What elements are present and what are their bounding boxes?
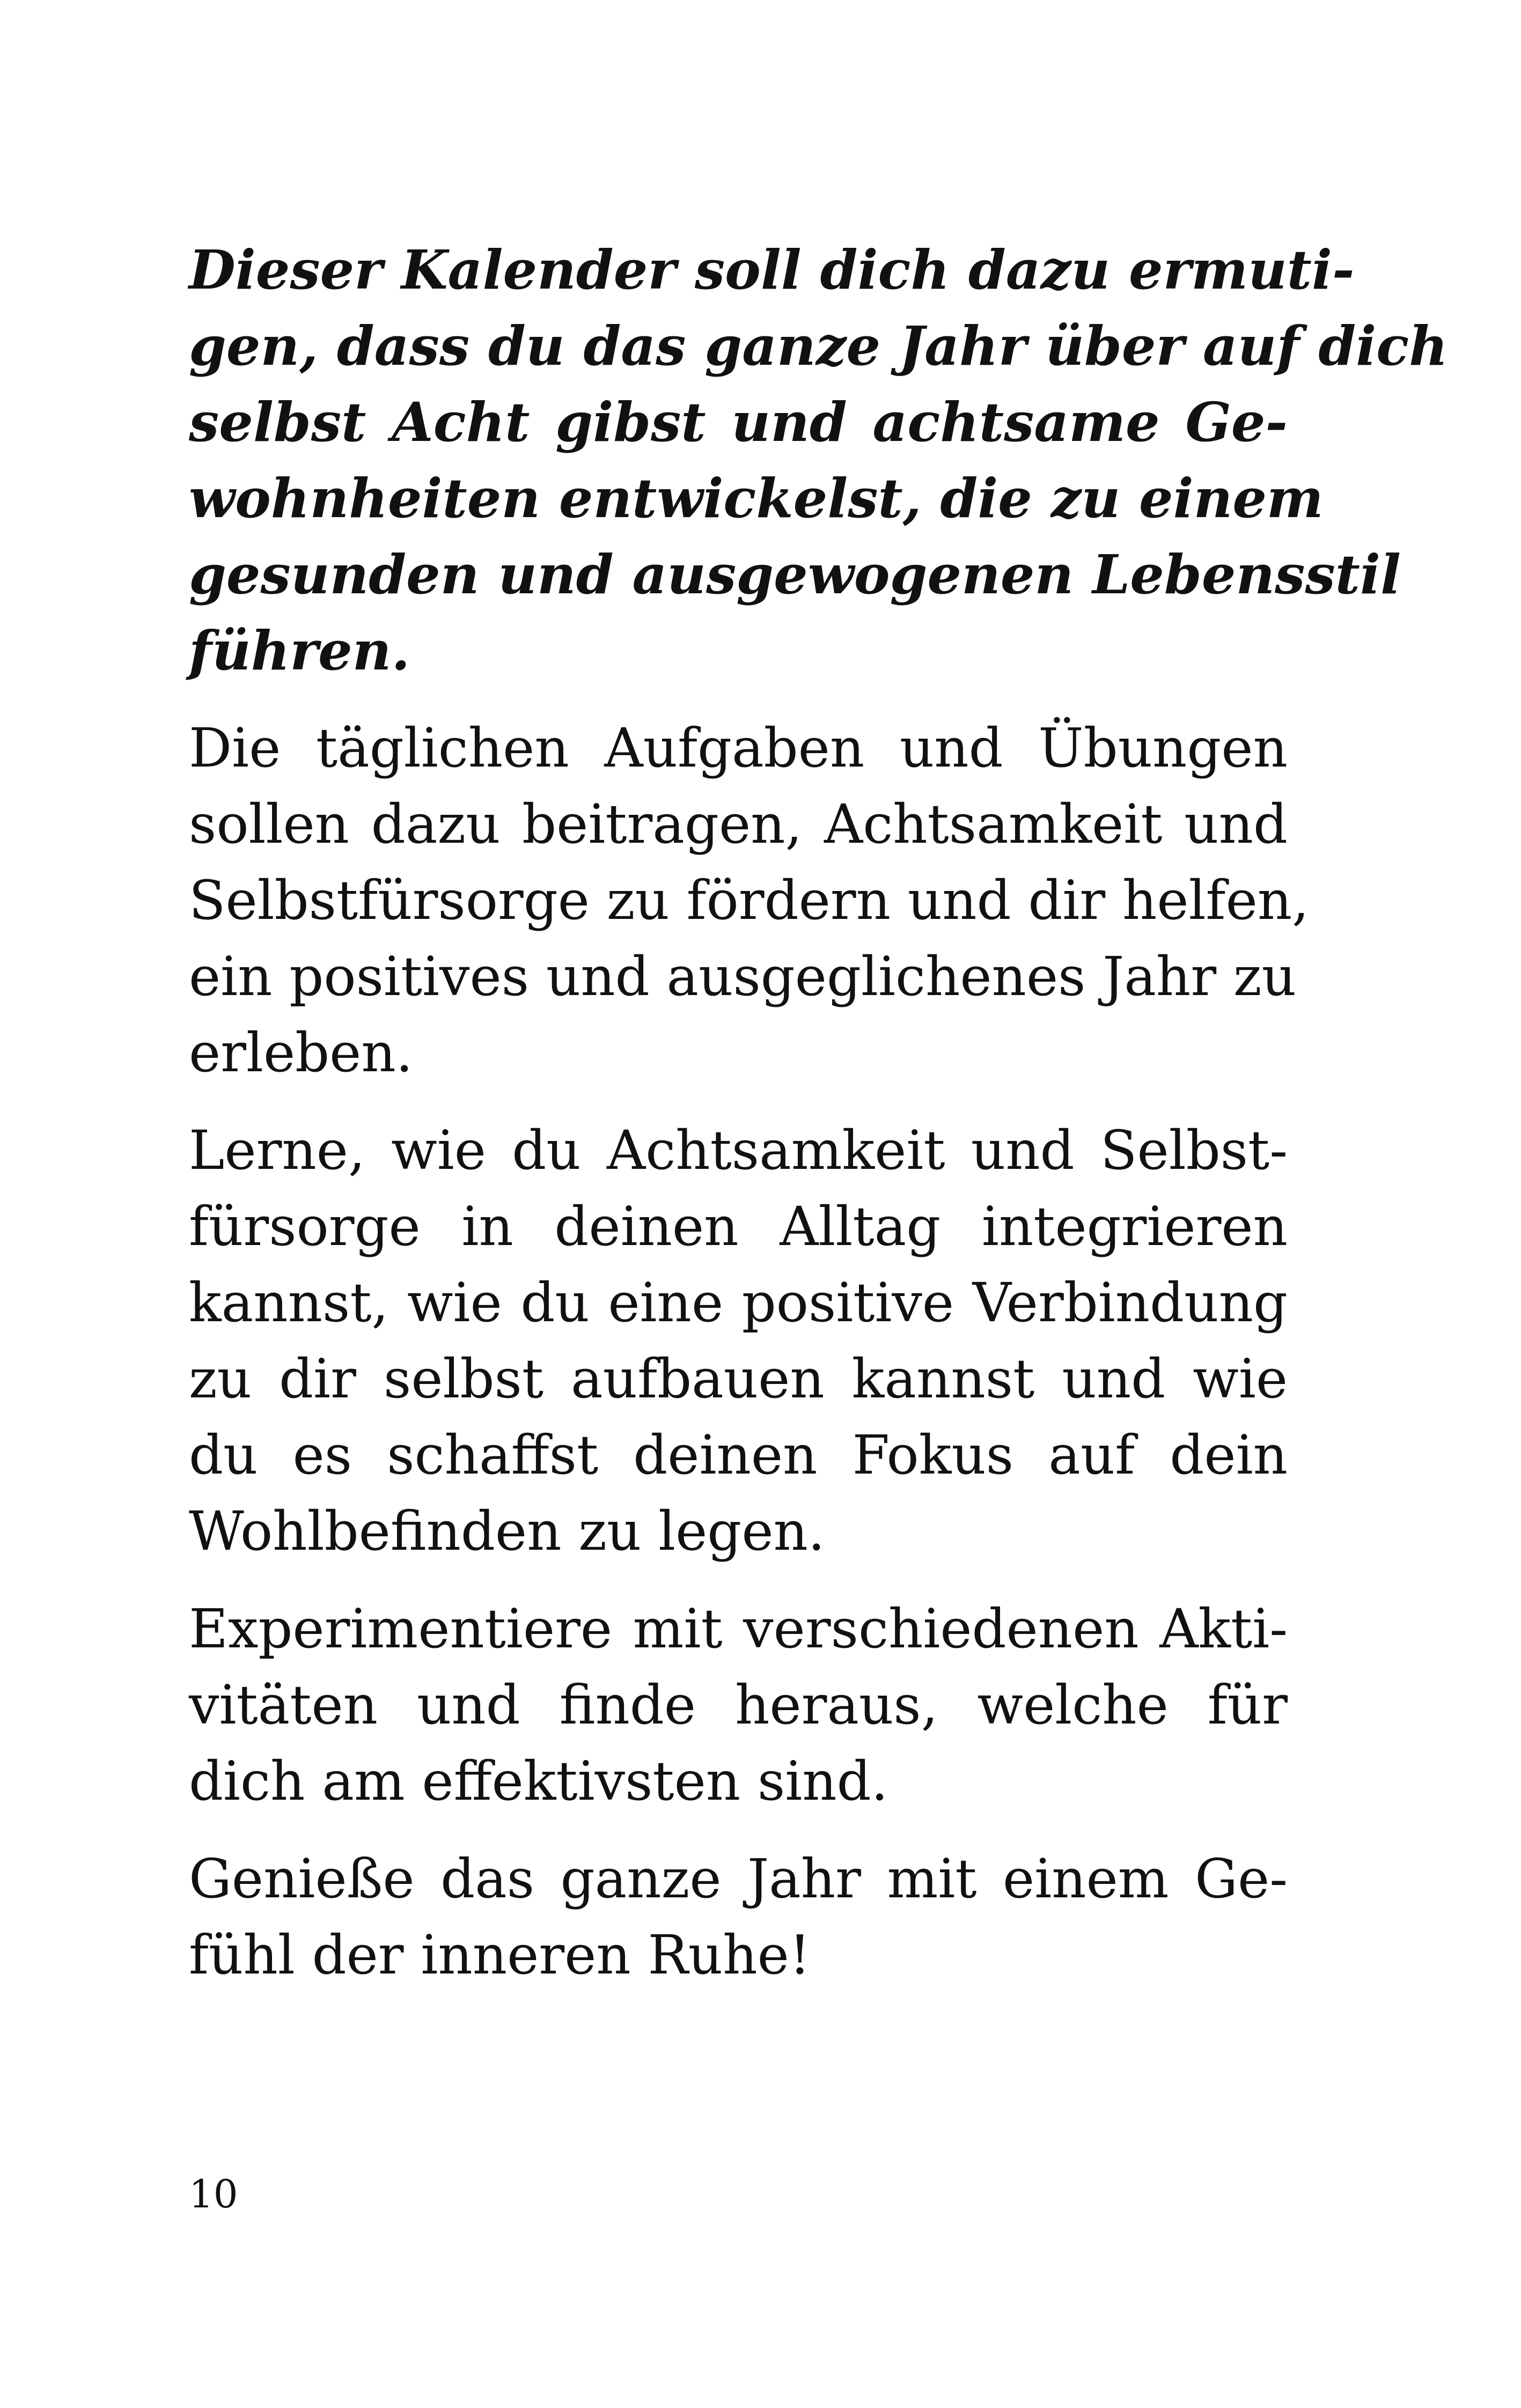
paragraph: [189, 710, 1309, 1091]
text-line: sollen dazu beitragen, Achtsamkeit und: [189, 793, 1288, 856]
text-line: gesunden und ausgewogenen Lebensstil: [189, 543, 1401, 606]
text-line: du es schaffst deinen Fokus auf dein: [189, 1424, 1288, 1486]
text-line: Genieße das ganze Jahr mit einem Ge-: [189, 1847, 1288, 1910]
text-line: fühl der inneren Ruhe!: [189, 1924, 811, 1986]
text-line: Lerne, wie du Achtsamkeit und Selbst-: [189, 1119, 1288, 1182]
page-number: 10: [189, 2171, 238, 2216]
text-line: Wohlbefinden zu legen.: [189, 1500, 825, 1563]
text-line: wohnheiten entwickelst, die zu einem: [189, 467, 1324, 530]
paragraph: [189, 1841, 1288, 1993]
paragraph: [189, 1591, 1288, 1820]
text-line: zu dir selbst aufbauen kannst und wie: [189, 1347, 1288, 1410]
text-line: Experimentiere mit verschiedenen Akti-: [189, 1597, 1288, 1660]
text-line: kannst, wie du eine positive Verbindung: [189, 1271, 1288, 1334]
text-line: vitäten und finde heraus, welche für: [189, 1674, 1288, 1736]
text-line: gen, dass du das ganze Jahr über auf dich: [189, 314, 1448, 378]
text-line: selbst Acht gibst und achtsame Ge-: [189, 391, 1288, 454]
intro-paragraph: [189, 232, 1448, 689]
text-line: dich am effektivsten sind.: [189, 1750, 888, 1813]
paragraph: [189, 1113, 1288, 1570]
text-line: erleben.: [189, 1021, 413, 1084]
text-line: Dieser Kalender soll dich dazu ermuti-: [189, 238, 1355, 301]
text-line: Selbstfürsorge zu fördern und dir helfen,: [189, 869, 1309, 932]
body-text: [189, 232, 1448, 2015]
text-line: Die täglichen Aufgaben und Übungen: [189, 717, 1288, 779]
text-line: ein positives und ausgeglichenes Jahr zu: [189, 945, 1297, 1008]
text-line: führen.: [189, 619, 410, 682]
text-line: fürsorge in deinen Alltag integrieren: [189, 1195, 1288, 1258]
